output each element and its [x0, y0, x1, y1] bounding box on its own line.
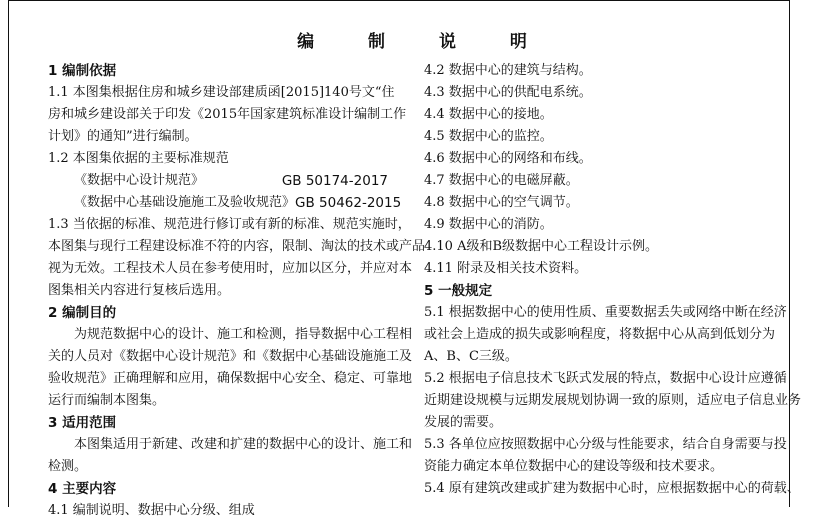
para-4-1-partial: 4.1 编制说明、数据中心分级、组成: [48, 503, 255, 518]
para-2-line: 为规范数据中心的设计、施工和检测，指导数据中心工程相: [74, 327, 413, 342]
para-1-1-line: 1.1 本图集根据住房和城乡建设部建质函[2015]140号文“住: [48, 85, 395, 100]
para-2-line: 验收规范》正确理解和应用，确保数据中心安全、稳定、可靠地: [48, 371, 413, 386]
para-1-3-line: 本图集与现行工程建设标准不符的内容，限制、淘汰的技术或产品: [48, 239, 426, 254]
para-5-2-line: 近期建设规模与远期发展规划协调一致的原则，适应电子信息业务: [424, 393, 802, 408]
para-1-2: 1.2 本图集依据的主要标准规范: [48, 151, 229, 166]
para-5-2-line: 发展的需要。: [424, 415, 503, 430]
para-5-1-line: A、B、C三级。: [424, 349, 518, 364]
para-3-line: 检测。: [48, 459, 88, 474]
para-1-1-line: 计划》的通知”进行编制。: [48, 129, 198, 144]
para-5-3-line: 资能力确定本单位数据中心的建设等级和技术要求。: [424, 459, 724, 474]
para-1-3-line: 图集相关内容进行复核后选用。: [48, 283, 231, 298]
section-5-heading: 5 一般规定: [424, 283, 493, 299]
para-5-4-line: 5.4 原有建筑改建或扩建为数据中心时，应根据数据中心的荷载、: [424, 481, 800, 496]
standard-code: GB 50462-2015: [295, 195, 402, 211]
section-2-heading: 2 编制目的: [48, 305, 117, 321]
para-2-line: 运行而编制本图集。: [48, 393, 166, 408]
left-column: [48, 60, 426, 522]
section-4-heading: 4 主要内容: [48, 481, 117, 497]
content-item: 4.7 数据中心的电磁屏蔽。: [424, 173, 579, 188]
content-item: 4.6 数据中心的网络和布线。: [424, 151, 592, 166]
section-3-heading: 3 适用范围: [48, 415, 117, 431]
content-item: 4.9 数据中心的消防。: [424, 217, 553, 232]
para-5-2-line: 5.2 根据电子信息技术飞跃式发展的特点，数据中心设计应遵循: [424, 371, 787, 386]
para-2-line: 关的人员对《数据中心设计规范》和《数据中心基础设施施工及: [48, 349, 413, 364]
top-border: [8, 0, 790, 1]
content-item: 4.3 数据中心的供配电系统。: [424, 85, 592, 100]
para-5-1-line: 或社会上造成的损失或影响程度，将数据中心从高到低划分为: [424, 327, 776, 342]
content-item: 4.10 A级和B级数据中心工程设计示例。: [424, 239, 659, 254]
para-3-line: 本图集适用于新建、改建和扩建的数据中心的设计、施工和: [74, 437, 413, 452]
para-1-1-line: 房和城乡建设部关于印发《2015年国家建筑标准设计编制工作: [48, 107, 407, 122]
content-item: 4.2 数据中心的建筑与结构。: [424, 63, 592, 78]
standard-row: [48, 192, 402, 214]
standard-name: 《数据中心设计规范》: [74, 173, 205, 188]
standard-row: [48, 170, 388, 192]
page-title: 编 制 说 明: [297, 32, 551, 52]
content-item: 4.11 附录及相关技术资料。: [424, 261, 588, 276]
para-1-3-line: 视为无效。工程技术人员在参考使用时，应加以区分，并应对本: [48, 261, 413, 276]
content-item: 4.8 数据中心的空气调节。: [424, 195, 579, 210]
para-5-3-line: 5.3 各单位应按照数据中心分级与性能要求，结合自身需要与投: [424, 437, 787, 452]
right-column: [424, 60, 802, 500]
standard-code: GB 50174-2017: [281, 173, 388, 189]
para-1-3-line: 1.3 当依据的标准、规范进行修订或有新的标准、规范实施时，: [48, 217, 411, 232]
content-item: 4.5 数据中心的监控。: [424, 129, 553, 144]
para-5-1-line: 5.1 根据数据中心的使用性质、重要数据丢失或网络中断在经济: [424, 305, 787, 320]
section-1-heading: 1 编制依据: [48, 63, 117, 79]
content-item: 4.4 数据中心的接地。: [424, 107, 553, 122]
standard-name: 《数据中心基础设施施工及验收规范》: [74, 195, 296, 210]
